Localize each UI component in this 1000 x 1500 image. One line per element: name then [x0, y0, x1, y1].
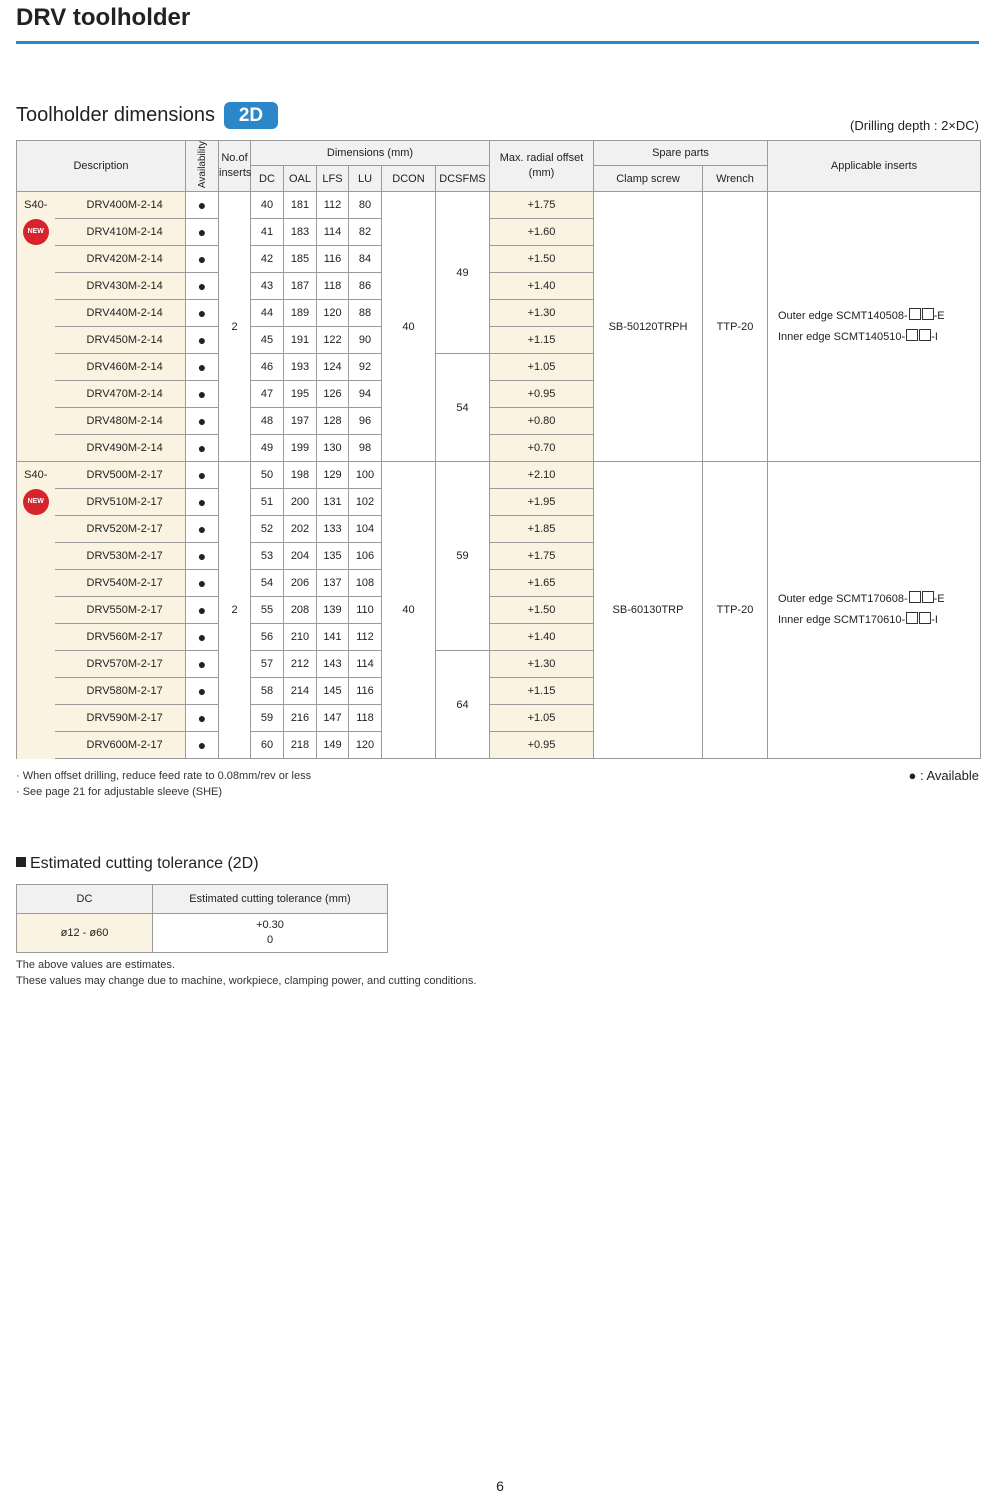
tolerance-table	[16, 884, 388, 953]
new-badge-cell	[17, 219, 55, 246]
inner-edge-suffix: -I	[931, 614, 938, 627]
lu-cell: 116	[349, 678, 382, 705]
lu-cell: 96	[349, 408, 382, 435]
dcsfms-cell: 49	[436, 192, 490, 354]
description-cell: DRV580M-2-17	[55, 678, 186, 705]
outer-edge-label: Outer edge SCMT140508-	[778, 309, 908, 322]
max-radial-offset-cell: +0.95	[490, 732, 594, 759]
description-cell: DRV600M-2-17	[55, 732, 186, 759]
description-cell: DRV410M-2-14	[55, 219, 186, 246]
description-cell: DRV510M-2-17	[55, 489, 186, 516]
description-cell: DRV420M-2-14	[55, 246, 186, 273]
blank-box-icon	[909, 591, 921, 603]
new-badge-cell	[17, 489, 55, 516]
dcon-cell: 40	[382, 192, 436, 462]
max-radial-offset-cell: +1.65	[490, 570, 594, 597]
description-cell: DRV490M-2-14	[55, 435, 186, 462]
lu-cell: 114	[349, 651, 382, 678]
dc-cell: 55	[251, 597, 284, 624]
tolerance-header-dc: DC	[17, 885, 153, 914]
header-spare-parts: Spare parts	[594, 141, 768, 166]
dc-cell: 43	[251, 273, 284, 300]
oal-cell: 208	[284, 597, 317, 624]
lfs-cell: 141	[317, 624, 349, 651]
header-dc: DC	[251, 166, 284, 192]
availability-dot: ●	[186, 435, 219, 462]
oal-cell: 218	[284, 732, 317, 759]
lu-cell: 82	[349, 219, 382, 246]
availability-dot: ●	[186, 300, 219, 327]
lu-cell: 90	[349, 327, 382, 354]
dc-cell: 60	[251, 732, 284, 759]
header-dimensions: Dimensions (mm)	[251, 141, 490, 166]
blank-box-icon	[919, 612, 931, 624]
lfs-cell: 145	[317, 678, 349, 705]
new-badge: NEW	[23, 219, 49, 245]
title-divider	[16, 41, 979, 44]
availability-dot: ●	[186, 543, 219, 570]
header-applicable-inserts: Applicable inserts	[768, 141, 981, 192]
oal-cell: 197	[284, 408, 317, 435]
availability-dot: ●	[186, 273, 219, 300]
lfs-cell: 116	[317, 246, 349, 273]
dc-cell: 59	[251, 705, 284, 732]
prefix-blank	[17, 300, 55, 327]
blank-box-icon	[906, 329, 918, 341]
inner-edge-insert	[778, 327, 980, 348]
inner-edge-label: Inner edge SCMT170610-	[778, 614, 906, 627]
lu-cell: 84	[349, 246, 382, 273]
prefix-blank	[17, 354, 55, 381]
header-oal: OAL	[284, 166, 317, 192]
lfs-cell: 143	[317, 651, 349, 678]
max-radial-offset-cell: +1.15	[490, 327, 594, 354]
availability-dot: ●	[186, 489, 219, 516]
header-dcon: DCON	[382, 166, 436, 192]
oal-cell: 212	[284, 651, 317, 678]
series-prefix: S40-	[17, 462, 55, 489]
lu-cell: 120	[349, 732, 382, 759]
availability-legend: ● : Available	[908, 768, 979, 783]
outer-edge-insert	[778, 306, 980, 327]
description-cell: DRV450M-2-14	[55, 327, 186, 354]
oal-cell: 185	[284, 246, 317, 273]
prefix-blank	[17, 516, 55, 543]
max-radial-offset-cell: +1.60	[490, 219, 594, 246]
blank-box-icon	[922, 308, 934, 320]
lfs-cell: 147	[317, 705, 349, 732]
oal-cell: 199	[284, 435, 317, 462]
max-radial-offset-cell: +1.50	[490, 597, 594, 624]
blank-box-icon	[919, 329, 931, 341]
description-cell: DRV590M-2-17	[55, 705, 186, 732]
wrench-cell: TTP-20	[703, 192, 768, 462]
description-cell: DRV540M-2-17	[55, 570, 186, 597]
availability-dot: ●	[186, 354, 219, 381]
lu-cell: 88	[349, 300, 382, 327]
description-cell: DRV480M-2-14	[55, 408, 186, 435]
toolholder-dimensions-table	[16, 140, 981, 759]
max-radial-offset-cell: +1.75	[490, 192, 594, 219]
dc-cell: 54	[251, 570, 284, 597]
dc-cell: 52	[251, 516, 284, 543]
dcon-cell: 40	[382, 462, 436, 759]
max-radial-offset-cell: +0.95	[490, 381, 594, 408]
drilling-depth-note: (Drilling depth : 2×DC)	[850, 118, 979, 133]
dc-cell: 40	[251, 192, 284, 219]
description-cell: DRV550M-2-17	[55, 597, 186, 624]
lfs-cell: 118	[317, 273, 349, 300]
availability-dot: ●	[186, 516, 219, 543]
dcsfms-cell: 59	[436, 462, 490, 651]
clamp-screw-cell: SB-50120TRPH	[594, 192, 703, 462]
tolerance-heading: Estimated cutting tolerance (2D)	[16, 855, 259, 873]
prefix-blank	[17, 435, 55, 462]
availability-dot: ●	[186, 705, 219, 732]
tolerance-value: +0.30 0	[153, 914, 388, 953]
header-lfs: LFS	[317, 166, 349, 192]
availability-dot: ●	[186, 624, 219, 651]
oal-cell: 210	[284, 624, 317, 651]
dc-cell: 56	[251, 624, 284, 651]
note-adjustable-sleeve: · See page 21 for adjustable sleeve (SHE)	[16, 786, 223, 798]
dc-cell: 49	[251, 435, 284, 462]
dc-cell: 50	[251, 462, 284, 489]
oal-cell: 214	[284, 678, 317, 705]
max-radial-offset-cell: +1.05	[490, 354, 594, 381]
square-bullet-icon	[16, 857, 26, 867]
oal-cell: 216	[284, 705, 317, 732]
outer-edge-suffix: -E	[933, 593, 945, 606]
description-cell: DRV430M-2-14	[55, 273, 186, 300]
notes	[16, 768, 311, 800]
availability-dot: ●	[186, 327, 219, 354]
availability-dot: ●	[186, 246, 219, 273]
tolerance-dc-range: ø12 - ø60	[17, 914, 153, 953]
description-cell: DRV440M-2-14	[55, 300, 186, 327]
oal-cell: 206	[284, 570, 317, 597]
availability-dot: ●	[186, 381, 219, 408]
tolerance-header-value: Estimated cutting tolerance (mm)	[153, 885, 388, 914]
table-row	[17, 462, 981, 489]
max-radial-offset-cell: +1.40	[490, 273, 594, 300]
lfs-cell: 133	[317, 516, 349, 543]
prefix-blank	[17, 273, 55, 300]
oal-cell: 183	[284, 219, 317, 246]
lfs-cell: 120	[317, 300, 349, 327]
max-radial-offset-cell: +1.95	[490, 489, 594, 516]
dc-cell: 41	[251, 219, 284, 246]
availability-dot: ●	[186, 462, 219, 489]
prefix-blank	[17, 678, 55, 705]
max-radial-offset-cell: +1.30	[490, 300, 594, 327]
lfs-cell: 131	[317, 489, 349, 516]
header-description: Description	[17, 141, 186, 192]
oal-cell: 198	[284, 462, 317, 489]
inner-edge-label: Inner edge SCMT140510-	[778, 330, 906, 343]
lu-cell: 86	[349, 273, 382, 300]
dc-cell: 44	[251, 300, 284, 327]
max-radial-offset-cell: +0.70	[490, 435, 594, 462]
max-radial-offset-cell: +1.40	[490, 624, 594, 651]
blank-box-icon	[906, 612, 918, 624]
prefix-blank	[17, 327, 55, 354]
max-radial-offset-cell: +0.80	[490, 408, 594, 435]
series-prefix: S40-	[17, 192, 55, 219]
lu-cell: 100	[349, 462, 382, 489]
footnote-estimates: The above values are estimates.	[16, 959, 175, 971]
prefix-blank	[17, 408, 55, 435]
description-cell: DRV570M-2-17	[55, 651, 186, 678]
prefix-blank	[17, 381, 55, 408]
availability-dot: ●	[186, 732, 219, 759]
no-of-inserts-cell: 2	[219, 462, 251, 759]
table-body	[17, 192, 981, 759]
header-availability: Availability	[186, 141, 219, 192]
description-cell: DRV560M-2-17	[55, 624, 186, 651]
header-dcsfms: DCSFMS	[436, 166, 490, 192]
blank-box-icon	[909, 308, 921, 320]
header-no-of-inserts: No.of inserts	[219, 141, 251, 192]
new-badge: NEW	[23, 489, 49, 515]
description-cell: DRV400M-2-14	[55, 192, 186, 219]
lu-cell: 80	[349, 192, 382, 219]
dc-cell: 53	[251, 543, 284, 570]
availability-dot: ●	[186, 678, 219, 705]
prefix-blank	[17, 705, 55, 732]
prefix-blank	[17, 651, 55, 678]
max-radial-offset-cell: +1.85	[490, 516, 594, 543]
max-radial-offset-cell: +1.50	[490, 246, 594, 273]
max-radial-offset-cell: +1.30	[490, 651, 594, 678]
description-cell: DRV520M-2-17	[55, 516, 186, 543]
lu-cell: 112	[349, 624, 382, 651]
applicable-inserts-cell	[768, 192, 981, 462]
section-heading: Toolholder dimensions	[16, 104, 216, 126]
availability-dot: ●	[186, 408, 219, 435]
header-wrench: Wrench	[703, 166, 768, 192]
prefix-blank	[17, 543, 55, 570]
lfs-cell: 128	[317, 408, 349, 435]
dc-cell: 47	[251, 381, 284, 408]
availability-dot: ●	[186, 570, 219, 597]
max-radial-offset-cell: +1.75	[490, 543, 594, 570]
lu-cell: 118	[349, 705, 382, 732]
footnotes	[16, 957, 476, 989]
description-cell: DRV470M-2-14	[55, 381, 186, 408]
oal-cell: 193	[284, 354, 317, 381]
header-lu: LU	[349, 166, 382, 192]
lu-cell: 110	[349, 597, 382, 624]
lfs-cell: 139	[317, 597, 349, 624]
prefix-blank	[17, 570, 55, 597]
page-title: DRV toolholder	[16, 4, 191, 31]
dc-cell: 42	[251, 246, 284, 273]
lfs-cell: 137	[317, 570, 349, 597]
outer-edge-suffix: -E	[933, 309, 945, 322]
table-row	[17, 192, 981, 219]
oal-cell: 202	[284, 516, 317, 543]
oal-cell: 200	[284, 489, 317, 516]
lu-cell: 106	[349, 543, 382, 570]
dc-cell: 58	[251, 678, 284, 705]
oal-cell: 189	[284, 300, 317, 327]
lu-cell: 102	[349, 489, 382, 516]
lu-cell: 98	[349, 435, 382, 462]
dc-cell: 45	[251, 327, 284, 354]
lfs-cell: 126	[317, 381, 349, 408]
availability-dot: ●	[186, 651, 219, 678]
max-radial-offset-cell: +1.05	[490, 705, 594, 732]
no-of-inserts-cell: 2	[219, 192, 251, 462]
wrench-cell: TTP-20	[703, 462, 768, 759]
prefix-blank	[17, 597, 55, 624]
lfs-cell: 114	[317, 219, 349, 246]
dc-cell: 46	[251, 354, 284, 381]
lfs-cell: 122	[317, 327, 349, 354]
dc-cell: 57	[251, 651, 284, 678]
footnote-conditions: These values may change due to machine, workpiece, clamping power, and cutting conditions.	[16, 975, 477, 987]
availability-dot: ●	[186, 219, 219, 246]
lfs-cell: 112	[317, 192, 349, 219]
clamp-screw-cell: SB-60130TRP	[594, 462, 703, 759]
header-max-radial-offset: Max. radial offset (mm)	[490, 141, 594, 192]
max-radial-offset-cell: +1.15	[490, 678, 594, 705]
lfs-cell: 135	[317, 543, 349, 570]
lfs-cell: 129	[317, 462, 349, 489]
applicable-inserts-cell	[768, 462, 981, 759]
max-radial-offset-cell: +2.10	[490, 462, 594, 489]
lfs-cell: 130	[317, 435, 349, 462]
description-cell: DRV530M-2-17	[55, 543, 186, 570]
lu-cell: 104	[349, 516, 382, 543]
inner-edge-suffix: -I	[931, 330, 938, 343]
description-cell: DRV500M-2-17	[55, 462, 186, 489]
lu-cell: 92	[349, 354, 382, 381]
oal-cell: 191	[284, 327, 317, 354]
page-number: 6	[496, 1478, 504, 1494]
prefix-blank	[17, 732, 55, 759]
dc-cell: 51	[251, 489, 284, 516]
depth-badge: 2D	[224, 102, 278, 129]
lu-cell: 108	[349, 570, 382, 597]
lfs-cell: 149	[317, 732, 349, 759]
oal-cell: 181	[284, 192, 317, 219]
dc-cell: 48	[251, 408, 284, 435]
dcsfms-cell: 64	[436, 651, 490, 759]
availability-dot: ●	[186, 597, 219, 624]
availability-dot: ●	[186, 192, 219, 219]
inner-edge-insert	[778, 610, 980, 631]
dcsfms-cell: 54	[436, 354, 490, 462]
oal-cell: 204	[284, 543, 317, 570]
header-clamp-screw: Clamp screw	[594, 166, 703, 192]
oal-cell: 187	[284, 273, 317, 300]
outer-edge-label: Outer edge SCMT170608-	[778, 593, 908, 606]
oal-cell: 195	[284, 381, 317, 408]
description-cell: DRV460M-2-14	[55, 354, 186, 381]
blank-box-icon	[922, 591, 934, 603]
prefix-blank	[17, 246, 55, 273]
note-offset-drilling: · When offset drilling, reduce feed rate to 0.08mm/rev or less	[16, 770, 312, 782]
lu-cell: 94	[349, 381, 382, 408]
prefix-blank	[17, 624, 55, 651]
outer-edge-insert	[778, 589, 980, 610]
lfs-cell: 124	[317, 354, 349, 381]
